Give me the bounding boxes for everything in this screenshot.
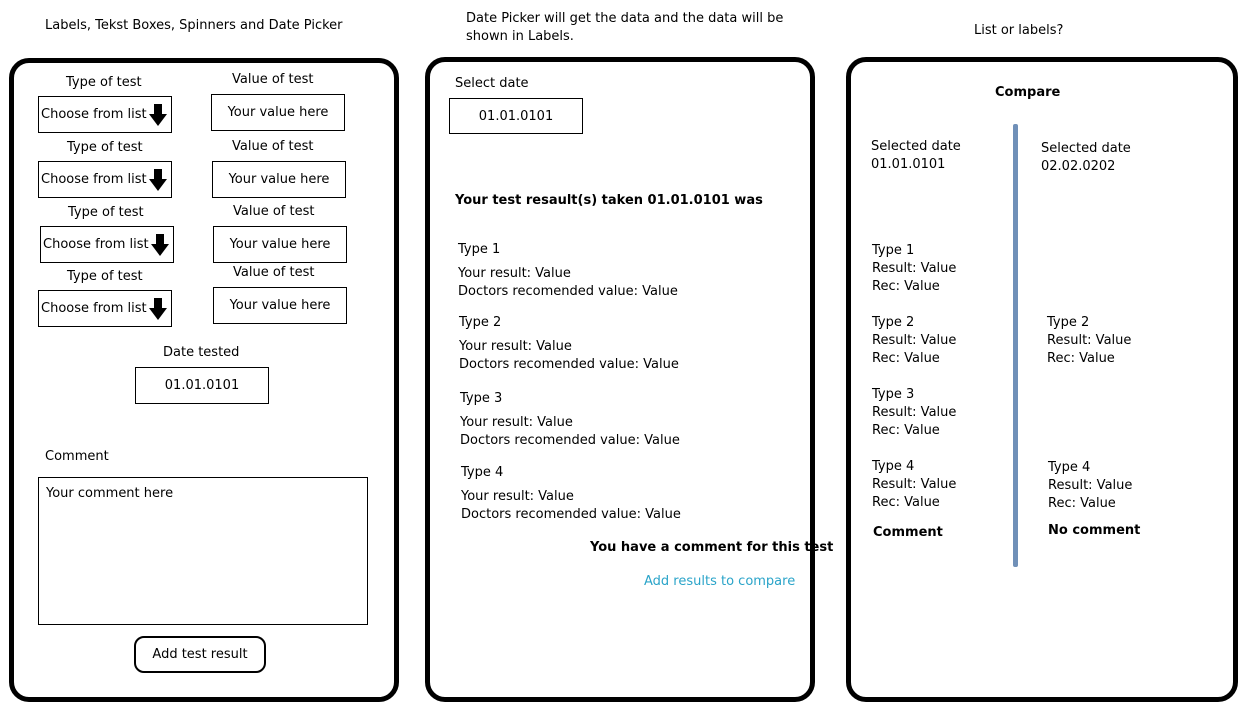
value-input[interactable]	[211, 94, 345, 131]
column-divider	[1013, 124, 1018, 567]
result-value: Your result: Value	[458, 266, 571, 281]
type-of-test-label: Type of test	[67, 269, 143, 284]
add-test-result-button[interactable]	[134, 636, 266, 673]
comment-notice: You have a comment for this test	[590, 540, 834, 555]
result-type: Type 3	[460, 391, 503, 406]
compare-type: Type 4	[872, 459, 915, 474]
results-panel	[425, 57, 815, 702]
results-heading: Your test resault(s) taken 01.01.0101 was	[455, 193, 763, 208]
compare-type: Type 2	[872, 315, 915, 330]
type-of-test-label: Type of test	[67, 140, 143, 155]
add-to-compare-link[interactable]: Add results to compare	[644, 574, 796, 589]
selected-date-value: 02.02.0202	[1041, 159, 1116, 174]
middle-caption-line2: shown in Labels.	[466, 29, 574, 44]
select-date-picker[interactable]	[449, 98, 583, 134]
selected-date-value: 01.01.0101	[871, 157, 946, 172]
compare-type: Type 2	[1047, 315, 1090, 330]
arrow-down-icon	[149, 298, 167, 320]
comment-label: Comment	[45, 449, 109, 464]
compare-type: Type 4	[1048, 460, 1091, 475]
compare-result: Result: Value	[1047, 333, 1132, 348]
value-of-test-label: Value of test	[233, 265, 315, 280]
value-input[interactable]	[212, 161, 346, 198]
result-value: Your result: Value	[459, 339, 572, 354]
type-of-test-label: Type of test	[68, 205, 144, 220]
compare-result: Result: Value	[872, 405, 957, 420]
compare-type: Type 1	[872, 243, 915, 258]
value-placeholder: Your value here	[228, 172, 330, 187]
recommended-value: Doctors recomended value: Value	[460, 433, 680, 448]
date-picker[interactable]	[135, 367, 269, 404]
compare-rec: Rec: Value	[872, 351, 940, 366]
compare-title: Compare	[995, 85, 1061, 100]
compare-result: Result: Value	[872, 261, 957, 276]
type-of-test-label: Type of test	[66, 75, 142, 90]
selected-date-value: 01.01.0101	[478, 108, 554, 124]
value-input[interactable]	[213, 287, 347, 324]
compare-rec: Rec: Value	[1048, 496, 1116, 511]
value-of-test-label: Value of test	[232, 139, 314, 154]
arrow-down-icon	[151, 234, 169, 256]
type-spinner[interactable]	[40, 226, 174, 263]
compare-rec: Rec: Value	[872, 279, 940, 294]
recommended-value: Doctors recomended value: Value	[459, 357, 679, 372]
recommended-value: Doctors recomended value: Value	[461, 507, 681, 522]
no-comment-indicator: No comment	[1048, 523, 1141, 538]
selected-date-label: Selected date	[871, 139, 961, 154]
spinner-label: Choose from list	[41, 172, 147, 187]
add-button-label: Add test result	[152, 647, 248, 662]
value-of-test-label: Value of test	[232, 72, 314, 87]
compare-result: Result: Value	[872, 333, 957, 348]
date-value: 01.01.0101	[164, 378, 240, 393]
compare-type: Type 3	[872, 387, 915, 402]
compare-rec: Rec: Value	[872, 423, 940, 438]
compare-rec: Rec: Value	[872, 495, 940, 510]
type-spinner[interactable]	[38, 96, 172, 133]
comment-placeholder: Your comment here	[46, 486, 174, 501]
type-spinner[interactable]	[38, 161, 172, 198]
value-placeholder: Your value here	[227, 105, 329, 120]
result-value: Your result: Value	[460, 415, 573, 430]
arrow-down-icon	[149, 169, 167, 191]
result-value: Your result: Value	[461, 489, 574, 504]
value-input[interactable]	[213, 226, 347, 263]
select-date-label: Select date	[455, 76, 529, 91]
result-type: Type 4	[461, 465, 504, 480]
compare-result: Result: Value	[1048, 478, 1133, 493]
value-of-test-label: Value of test	[233, 204, 315, 219]
spinner-label: Choose from list	[41, 107, 147, 122]
right-caption: List or labels?	[974, 23, 1064, 38]
spinner-label: Choose from list	[43, 237, 149, 252]
middle-caption-line1: Date Picker will get the data and the data will be	[466, 11, 784, 26]
result-type: Type 2	[459, 315, 502, 330]
spinner-label: Choose from list	[41, 301, 147, 316]
comment-indicator: Comment	[873, 525, 943, 540]
selected-date-label: Selected date	[1041, 141, 1131, 156]
recommended-value: Doctors recomended value: Value	[458, 284, 678, 299]
value-placeholder: Your value here	[229, 237, 331, 252]
result-type: Type 1	[458, 242, 501, 257]
left-caption: Labels, Tekst Boxes, Spinners and Date Picker	[45, 18, 343, 33]
comment-textarea[interactable]	[38, 477, 368, 625]
type-spinner[interactable]	[38, 290, 172, 327]
compare-result: Result: Value	[872, 477, 957, 492]
compare-rec: Rec: Value	[1047, 351, 1115, 366]
value-placeholder: Your value here	[229, 298, 331, 313]
arrow-down-icon	[149, 104, 167, 126]
date-tested-label: Date tested	[163, 345, 240, 360]
